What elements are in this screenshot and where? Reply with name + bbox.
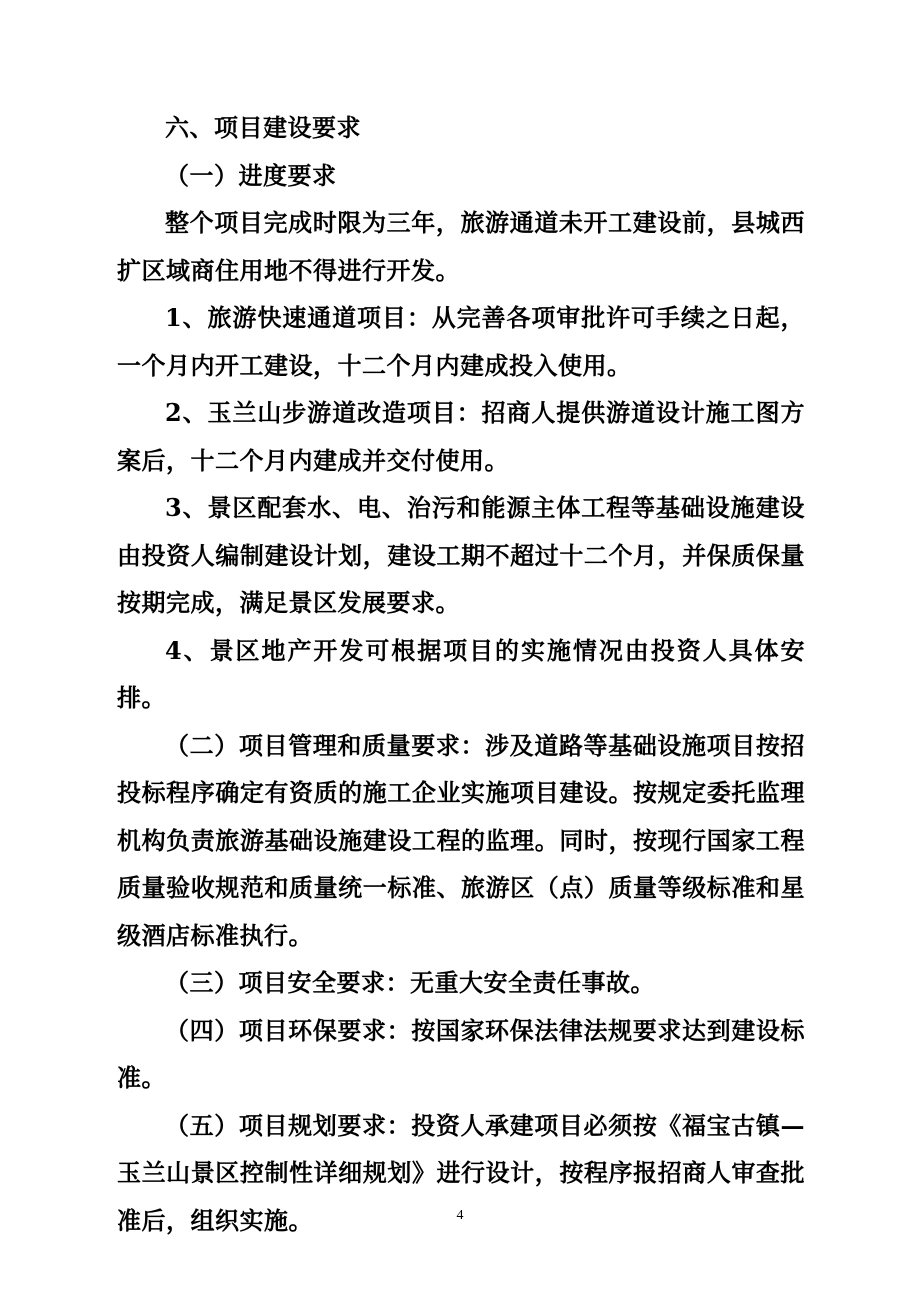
- subsection-heading-progress: （一）进度要求: [165, 160, 337, 190]
- document-body: [117, 104, 805, 1244]
- paragraph-quality-requirements: （二）项目管理和质量要求：涉及道路等基础设施项目按招投标程序确定有资质的施工企业实施项目建设。按规定委托监理机构负责旅游基础设施建设工程的监理。同时，按现行国家工程质量验收规范和质量统一标准、旅游区（点）质量等级标准和星级酒店标准执行。: [117, 730, 805, 950]
- paragraph-safety-requirements: （三）项目安全要求：无重大安全责任事故。: [165, 968, 655, 997]
- paragraph-item-1: 1、旅游快速通道项目：从完善各项审批许可手续之日起，一个月内开工建设，十二个月内建成投入使用。: [117, 303, 805, 380]
- paragraph-item-4: 4、景区地产开发可根据项目的实施情况由投资人具体安排。: [117, 635, 805, 712]
- paragraph-planning-requirements: （五）项目规划要求：投资人承建项目必须按《福宝古镇—玉兰山景区控制性详细规划》进行设计，按程序报招商人审查批准后，组织实施。: [117, 1110, 805, 1235]
- section-title: 六、项目建设要求: [165, 113, 361, 142]
- paragraph-item-2: 2、玉兰山步游道改造项目：招商人提供游道设计施工图方案后，十二个月内建成并交付使用。: [117, 398, 805, 475]
- paragraph-overall-timeline: 整个项目完成时限为三年，旅游通道未开工建设前，县城西扩区域商住用地不得进行开发。: [117, 208, 805, 285]
- page-number: 4: [456, 1208, 464, 1223]
- paragraph-environment-requirements: （四）项目环保要求：按国家环保法律法规要求达到建设标准。: [117, 1015, 805, 1092]
- paragraph-item-3: 3、景区配套水、电、治污和能源主体工程等基础设施建设由投资人编制建设计划，建设工期不超过十二个月，并保质保量按期完成，满足景区发展要求。: [117, 493, 805, 617]
